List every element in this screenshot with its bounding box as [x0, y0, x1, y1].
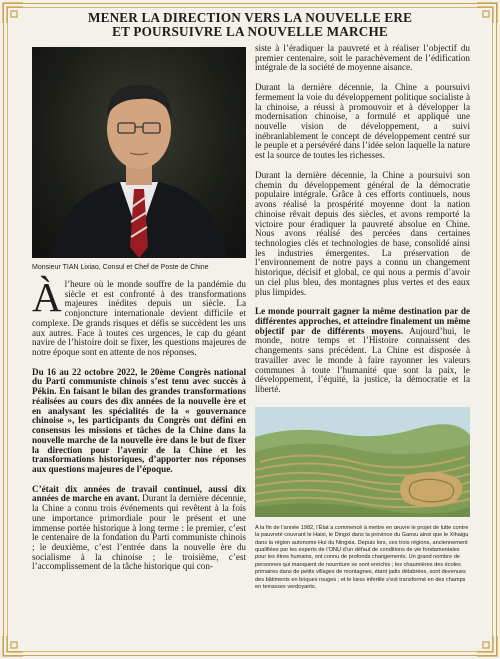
landscape-caption: A la fin de l’année 1982, l’État a commencé à mettre en œuvre le projet de lutte contre la pauvreté couvrant le Haixi, le Dingxi dans la province du Gansu ainsi que le Xihaigu dans la région autonome Hui du Ningxia. Depuis lors, ces trois régions, anciennement qualifiées par les experts de l’ONU d’un défaut de conditions de vie fondamentales pour les êtres humains, ont connu de profonds changements. Un grand nombre de personnes qui manquent de nourriture se sont enrichis ; les chaumières des écoles primaires dans de petits villages de montagnes, étant jadis délabrées, sont devenues des bâtiments en briques rouges ; et le lœss infertile s’est transformé en des champs en terrasses verdoyants. — [255, 524, 469, 590]
world-paragraph — [255, 307, 470, 394]
title-line-2: ET POURSUIVRE LA NOUVELLE MARCHE — [112, 24, 388, 39]
left-column — [32, 47, 246, 572]
corner-ornament-icon — [476, 635, 498, 657]
continued-paragraph: siste à l’éradiquer la pauvreté et à réaliser l’objectif du premier centenaire, soit le parachèvement de l’édification intégrale de la société de moyenne aisance. — [255, 43, 470, 73]
portrait-photo — [32, 47, 246, 258]
congress-paragraph: Du 16 au 22 octobre 2022, le 20ème Congrès national du Parti communiste chinois s’est tenu avec succès à Pékin. En faisant le bilan des grandes transformations réalisées au cours des dix années de la nouvelle ère et en analysant les spécialités de la « gouvernance chinoise », les participants du Congrès ont défini en consensus les missions et tâches de la Chine dans la nouvelle marche de la nouvelle ère dans le but de fixer la direction pour l’avenir de la Chine et les transformations historiques, d’apporter nos réponses aux questions majeures de l’époque. — [32, 366, 246, 474]
world-lead: Le monde pourrait gagner la même destination par de différentes approches, et atteindre finalement un même objectif par de différents moyens. — [255, 306, 470, 336]
terraced-fields-photo — [255, 407, 470, 517]
right-column — [255, 44, 470, 591]
decade-paragraph — [32, 485, 246, 572]
title-line-1: MENER LA DIRECTION VERS LA NOUVELLE ERE — [87, 10, 413, 25]
intro-text: l’heure où le monde souffre de la pandémie du siècle et est confronté à des transformations majeures inédites depuis un siècle. La conjoncture internationale devient difficile et complexe. De grands risques et défis se succèdent les uns aux autres. Face à toutes ces urgences, le cap du géant navire de l’histoire doit se fixer, les questions majeures de notre époque sont en attente de nos réponses. — [32, 279, 246, 358]
decade-lead: C’était dix années de travail continuel, aussi dix années de marche en avant. — [32, 483, 246, 504]
corner-ornament-icon — [2, 635, 24, 657]
development-paragraph: Durant la dernière décennie, la Chine a poursuivi fermement la voie du développement politique socialiste à la chinoise, a réussi à promouvoir et à développer la modernisation chinoise, a formulé et appliqué une nouvelle vision de développement, a suivi inébranlablement le concept de développement centré sur le peuple et a persévéré dans l’idée selon laquelle la nature est la source de toutes les richesses. — [255, 82, 470, 161]
drop-cap: À — [32, 274, 62, 320]
decade-text: Durant la dernière décennie, la Chine a connu trois événements qui revêtent à la fois une importance primordiale pour le présent et une immense portée historique à long terme : le premier, c’est le centenaire de la fondation du Parti communiste chinois ; le deuxième, c’est l’entrée dans la nouvelle ère du socialisme à la chinoise ; le troisième, c’est l’accomplissement de la tâche historique qui con- — [32, 493, 246, 572]
intro-paragraph — [32, 274, 246, 358]
article-title — [20, 11, 480, 39]
democracy-paragraph: Durant la dernière décennie, la Chine a poursuivi son chemin du développement général de la démocratie populaire intégrale. Grâce à ces efforts continuels, nous avons réalisé la prospérité moyenne dont la nation chinoise rêvait depuis des siècles, et avons remporté la victoire pour éradiquer la pauvreté absolue en Chine. Nous avons réalisé des percées dans certaines technologies clés et technologies de base, consolidé ainsi les industries émergentes. La préservation de l’environnement de notre pays a connu un changement historique, décisif et global, ce qui nous a permis d’avoir un ciel plus bleu, des montagnes plus vertes et des eaux plus limpides. — [255, 169, 470, 297]
photo-caption: Monsieur TIAN Lixiao, Consul et Chef de Poste de Chine — [32, 264, 209, 271]
world-text: Aujourd’hui, le monde, notre temps et l’Histoire connaissent des changements sans précédent. La Chine est disposée à travailler avec le monde à faire rayonner les valeurs communes à toute l’humanité que sont la paix, le développement, l’équité, la justice, la démocratie et la liberté. — [255, 325, 470, 394]
